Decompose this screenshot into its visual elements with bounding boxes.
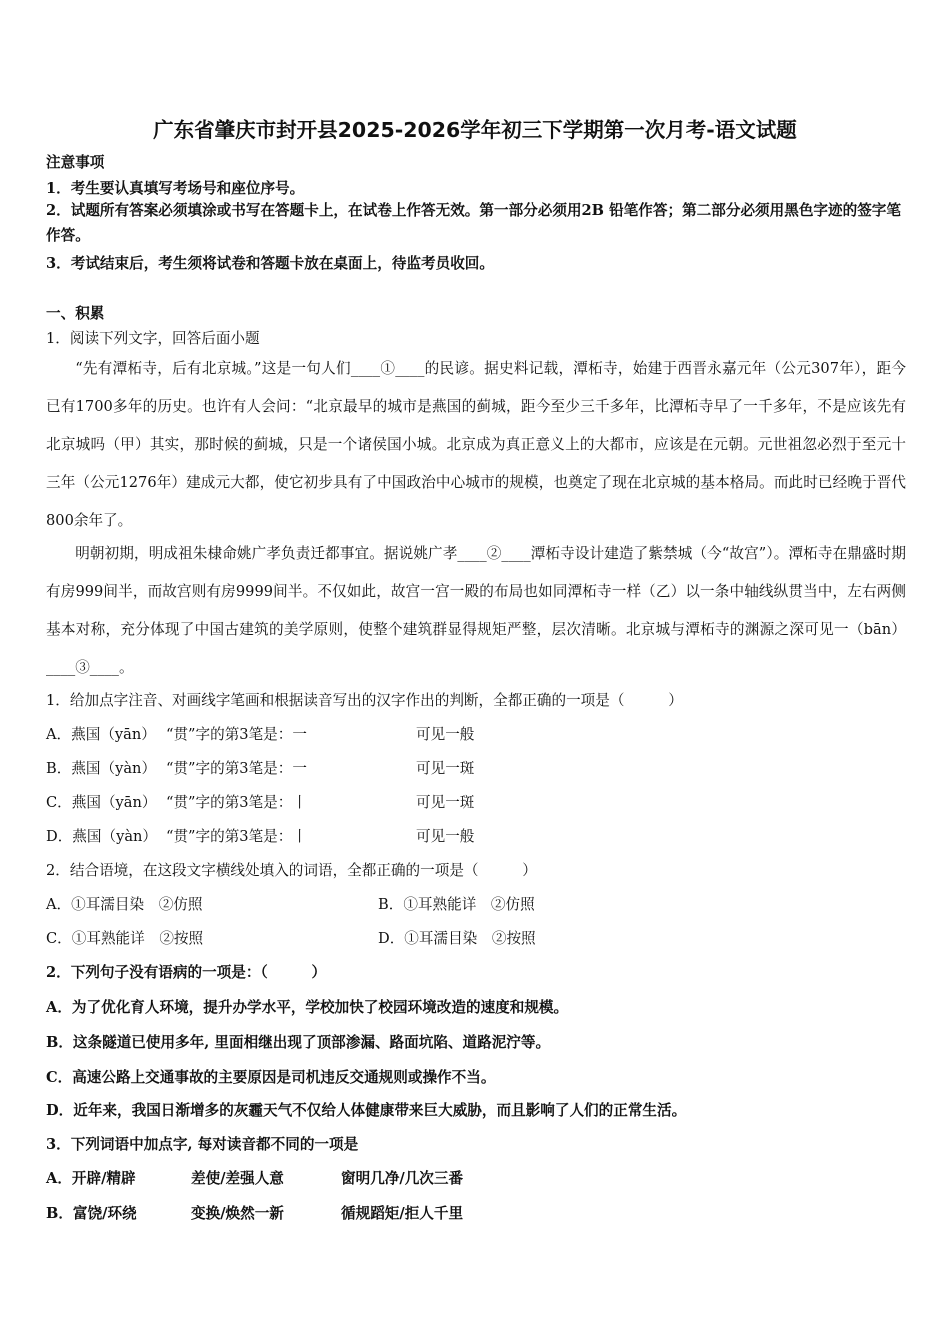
section-heading: 一、积累 <box>46 305 105 322</box>
option-b: B．①耳熟能详 ②仿照 <box>378 896 535 913</box>
option-row <box>46 1167 463 1188</box>
option-mid: “贯”字的第3笔是：一 <box>166 726 307 743</box>
option-label: B．富饶/环绕 <box>46 1205 137 1222</box>
option-row <box>46 1202 463 1223</box>
option-a: A．①耳濡目染 ②仿照 <box>46 896 203 913</box>
option-mid: 变换/焕然一新 <box>191 1205 284 1222</box>
notice-heading: 注意事项 <box>46 154 105 171</box>
option-end: 可见一斑 <box>416 760 475 777</box>
option-row <box>46 723 474 744</box>
option-end: 可见一斑 <box>416 794 475 811</box>
option-label: B．燕国（yàn） <box>46 760 157 777</box>
option-d: D．①耳濡目染 ②按照 <box>378 930 536 947</box>
option-end: 循规蹈矩/拒人千里 <box>341 1205 464 1222</box>
option-mid: “贯”字的第3笔是：一 <box>166 760 307 777</box>
option-label: A．开辟/精辟 <box>46 1170 136 1187</box>
question-intro: 1．阅读下列文字，回答后面小题 <box>46 330 260 347</box>
option-d: D．近年来，我国日渐增多的灰霾天气不仅给人体健康带来巨大威胁，而且影响了人们的正常生活。 <box>46 1102 687 1119</box>
passage-paragraph: 明朝初期，明成祖朱棣命姚广孝负责迁都事宜。据说姚广孝____②____潭柘寺设计建造了紫禁城（今“故宫”）。潭柘寺在鼎盛时期有房999间半，而故宫则有房9999间半。不仅如此，故宫一宫一殿的布局也如同潭柘寺一样（乙）以一条中轴线纵贯当中，左右两侧基本对称，充分体现了中国古建筑的美学原则，使整个建筑群显得规矩严整，层次清晰。北京城与潭柘寺的渊源之深可见一（bān）____③____。 <box>46 545 906 676</box>
option-label: A．燕国（yān） <box>46 726 156 743</box>
option-end: 可见一般 <box>416 828 475 845</box>
question-stem: 3．下列词语中加点字, 每对读音都不同的一项是 <box>46 1136 359 1153</box>
page-title: 广东省肇庆市封开县2025-2026学年初三下学期第一次月考-语文试题 <box>153 118 797 142</box>
option-row <box>46 791 474 812</box>
option-label: D．燕国（yàn） <box>46 828 158 845</box>
notice-item: 1．考生要认真填写考场号和座位序号。 <box>46 180 305 197</box>
option-label: C．燕国（yān） <box>46 794 157 811</box>
option-row <box>46 825 474 846</box>
notice-item: 2．试题所有答案必须填涂或书写在答题卡上，在试卷上作答无效。第一部分必须用2B 铅笔作答；第二部分必须用黑色字迹的签字笔作答。 <box>46 202 901 244</box>
notice-item: 3．考试结束后，考生须将试卷和答题卡放在桌面上，待监考员收回。 <box>46 255 494 272</box>
option-mid: “贯”字的第3笔是：丨 <box>166 828 307 845</box>
option-a: A．为了优化育人环境，提升办学水平，学校加快了校园环境改造的速度和规模。 <box>46 999 569 1016</box>
option-mid: 差使/差强人意 <box>191 1170 284 1187</box>
option-end: 可见一般 <box>416 726 475 743</box>
question-stem: 2．下列句子没有语病的一项是：（ ） <box>46 964 327 981</box>
question-stem: 2．结合语境，在这段文字横线处填入的词语，全都正确的一项是（ ） <box>46 862 537 879</box>
question-stem: 1．给加点字注音、对画线字笔画和根据读音写出的汉字作出的判断，全都正确的一项是（ ） <box>46 692 683 709</box>
option-c: C．高速公路上交通事故的主要原因是司机违反交通规则或操作不当。 <box>46 1069 496 1086</box>
option-row <box>46 757 474 778</box>
option-c: C．①耳熟能详 ②按照 <box>46 930 204 947</box>
option-end: 窗明几净/几次三番 <box>341 1170 464 1187</box>
passage-paragraph: “先有潭柘寺，后有北京城。”这是一句人们____①____的民谚。据史料记载，潭柘寺，始建于西晋永嘉元年（公元307年），距今已有1700多年的历史。也许有人会问：“北京最早的城市是燕国的蓟城，距今至少三千多年，比潭柘寺早了一千多年，不是应该先有北京城吗（甲）其实，那时候的蓟城，只是一个诸侯国小城。北京成为真正意义上的大都市，应该是在元朝。元世祖忽必烈于至元十三年（公元1276年）建成元大都，使它初步具有了中国政治中心城市的规模，也奠定了现在北京城的基本格局。而此时已经晚于晋代800余年了。 <box>46 360 906 529</box>
option-b: B．这条隧道已使用多年, 里面相继出现了顶部渗漏、路面坑陷、道路泥泞等。 <box>46 1034 551 1051</box>
option-mid: “贯”字的第3笔是：丨 <box>166 794 307 811</box>
